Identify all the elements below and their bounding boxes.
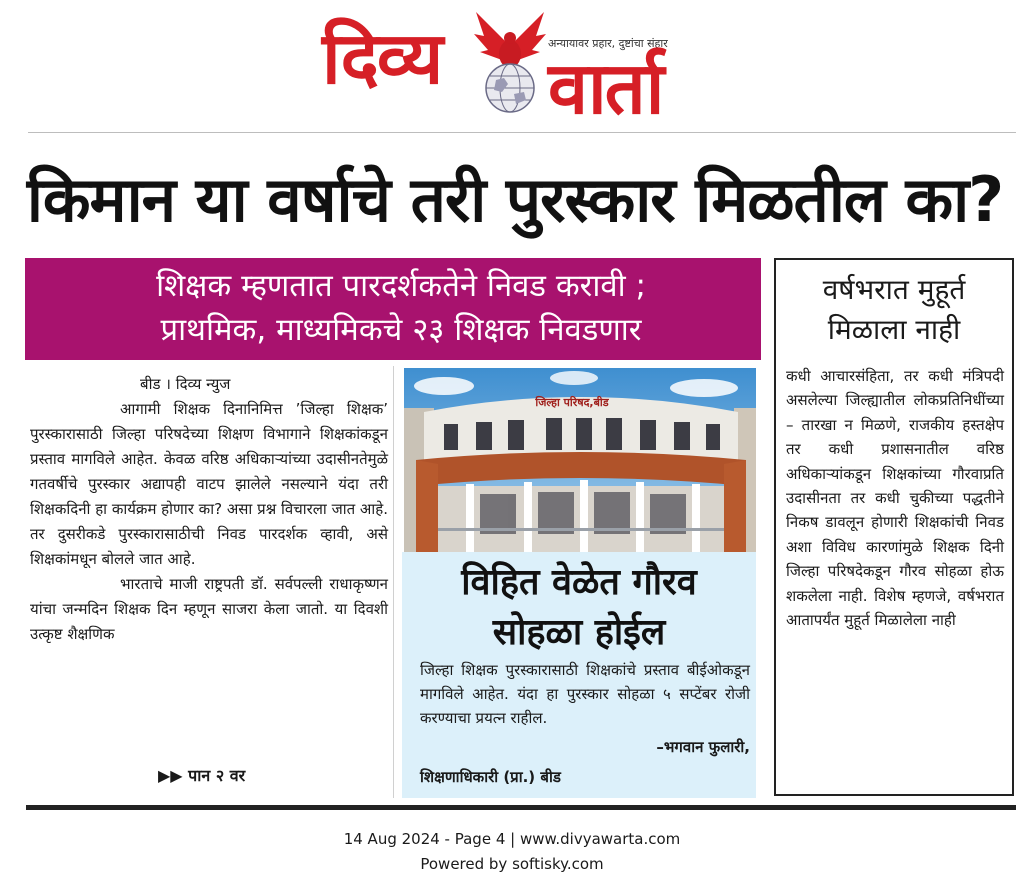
quote-box-title-line-2: सोहळा होईल: [492, 612, 666, 653]
banner-line-2: प्राथमिक, माध्यमिकचे २३ शिक्षक निवडणार: [160, 312, 642, 348]
page-headline: किमान या वर्षाचे तरी पुरस्कार मिळतील का?: [26, 163, 1004, 236]
masthead: [0, 0, 1024, 130]
building-photo: [404, 368, 756, 552]
sidebar-title-line-1: वर्षभरात मुहूर्त: [822, 273, 966, 306]
logo-text-warta: वार्ता: [548, 46, 663, 130]
banner-line-1: शिक्षक म्हणतात पारदर्शकतेने निवड करावी ;: [156, 268, 646, 304]
column-divider: [393, 366, 394, 798]
subheadline-banner: [25, 258, 761, 360]
article-body: [30, 372, 388, 792]
continued-on-page-link[interactable]: ▶▶ पान २ वर: [158, 766, 246, 785]
article-paragraph-1: आगामी शिक्षक दिनानिमित्त ’जिल्हा शिक्षक’ पुरस्कारासाठी जिल्हा परिषदेच्या शिक्षण विभागाने शिक्षकांकडून प्रस्ताव मागविले आहेत. केवळ वरिष्ठ अधिकाऱ्यांच्या उदासीनतेमुळे गतवर्षीचे पुरस्कार अद्यापही वाटप झालेले नसल्याने यंदा तरी शिक्षकदिनी हा कार्यक्रम होणार का? असा प्रश्न विचारला जात आहे. तर दुसरीकडे पुरस्कारासाठीची निवड पारदर्शक व्हावी, असे शिक्षकांमधून बोलले जात आहे.: [30, 400, 388, 568]
building-illustration: [404, 368, 756, 552]
sidebar-title-line-2: मिळाला नाही: [827, 313, 961, 346]
quote-signature: –भगवान फुलारी,: [656, 738, 750, 756]
article-paragraph-2: भारताचे माजी राष्ट्रपती डॉ. सर्वपल्ली राधाकृष्णन यांचा जन्मदिन शिक्षक दिन म्हणून साजरा केला जातो. या दिवशी उत्कृष्ट शैक्षणिक: [30, 575, 388, 643]
quote-box-title: [402, 558, 756, 658]
quote-text: जिल्हा शिक्षक पुरस्कारासाठी शिक्षकांचे प्रस्ताव बीईओकडून मागविले आहेत. यंदा हा पुरस्कार सोहळा ५ सप्टेंबर रोजी करण्याचा प्रयत्न राहील.: [420, 661, 750, 727]
sidebar-title: [776, 270, 1012, 350]
quote-attribution: [420, 738, 750, 792]
quote-box-body: [420, 658, 750, 730]
article-dateline: बीड । दिव्य न्युज: [140, 375, 231, 393]
eagle-globe-logo-icon: [470, 6, 550, 122]
quote-box-title-line-1: विहित वेळेत गौरव: [461, 562, 697, 603]
sidebar-body: कधी आचारसंहिता, तर कधी मंत्रिपदी असलेल्या जिल्ह्यातील लोकप्रतिनिधींच्या – तारखा न मिळणे, राजकीय हस्तक्षेप तर कधी प्रशासनातील वरिष्ठ अधिकाऱ्यांकडून शिक्षकांच्या गौरवाप्रति उदासीनता तर कधी चुकीच्या पद्धतीने निकष डावलून होणारी शिक्षकांची निवड अशा विविध कारणांमुळे शिक्षक दिनी जिल्हा परिषदेकडून गौरव सोहळा होऊ शकलेला नाही. विशेष म्हणजे, वर्षभरात आतापर्यंत मुहूर्त मिळालेला नाही: [786, 367, 1004, 630]
footer-page-info[interactable]: 14 Aug 2024 - Page 4 | www.divyawarta.com: [343, 830, 681, 848]
quote-designation: शिक्षणाधिकारी (प्रा.) बीड: [420, 768, 561, 786]
official-quote-box: [402, 552, 756, 798]
tagline: अन्यायावर प्रहार, दुष्टांचा संहार: [548, 37, 668, 50]
masthead-divider: [28, 132, 1016, 133]
logo-text-divya: दिव्य: [322, 16, 442, 100]
sidebar-box: [774, 258, 1014, 796]
building-sign-text: जिल्हा परिषद,बीड: [535, 396, 609, 409]
bottom-rule: [26, 805, 1016, 810]
footer-powered-by[interactable]: Powered by softisky.com: [420, 855, 604, 873]
